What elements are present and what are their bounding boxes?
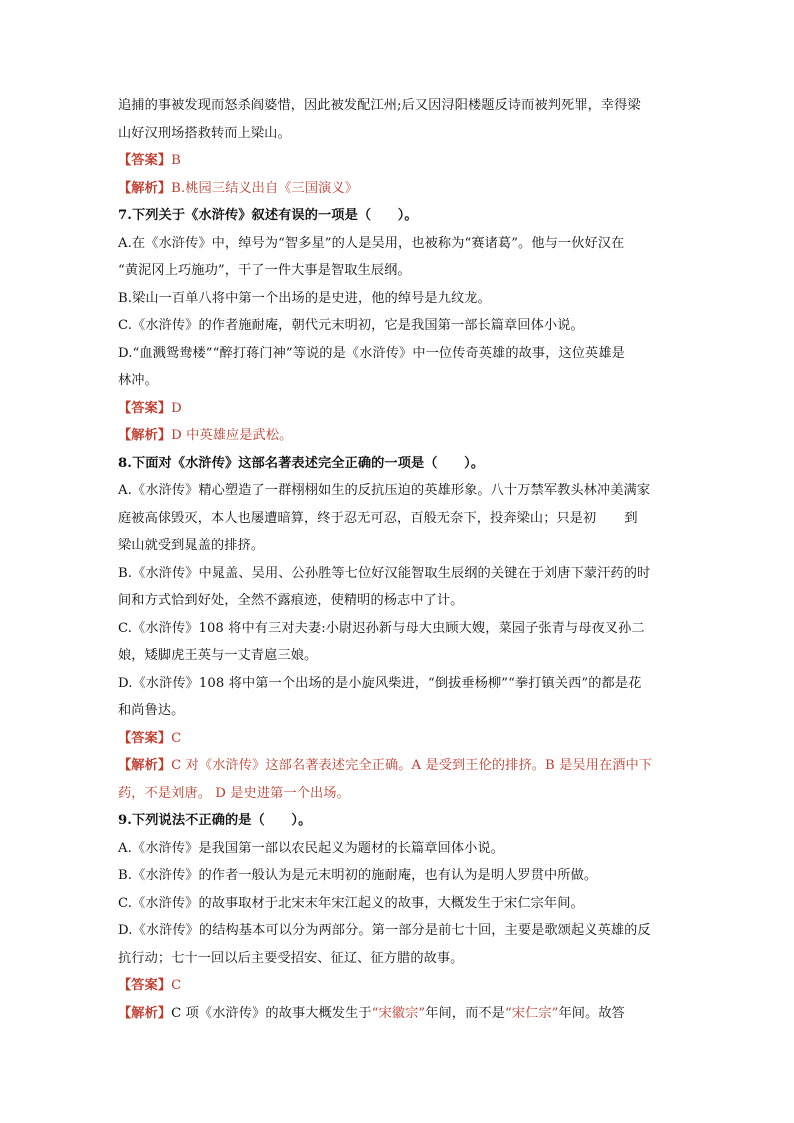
body-text: B.《水浒传》中晁盖、吴用、公孙胜等七位好汉能智取生辰纲的关键在于刘唐下蒙汗药的时 — [118, 565, 651, 581]
analysis-tag: 【解析】 — [118, 180, 172, 196]
body-line — [118, 505, 684, 533]
analysis-text: 年间，而不是 — [425, 1005, 505, 1021]
answer-value: B — [171, 153, 181, 168]
body-text: 到 — [624, 510, 638, 526]
body-line — [118, 367, 684, 395]
analysis-line — [118, 1000, 684, 1028]
body-line — [118, 890, 684, 918]
question-title — [118, 450, 684, 478]
body-text: D.“血溅鸳鸯楼”“醉打蒋门神”等说的是《水浒传》中一位传奇英雄的故事，这位英雄是 — [118, 345, 625, 361]
answer-value: C — [171, 730, 182, 746]
body-line — [118, 230, 684, 258]
question-text: 9.下列说法不正确的是（ ）。 — [118, 813, 312, 828]
question-title — [118, 807, 684, 835]
analysis-tag: 【解析】 — [118, 758, 172, 773]
question-text: 7.下列关于《水浒传》叙述有误的一项是（ ）。 — [118, 208, 418, 223]
body-line — [118, 257, 684, 285]
body-text: D.《水浒传》108 将中第一个出场的是小旋风柴进，“倒拔垂杨柳”“拳打镇关西”的都是花 — [118, 675, 642, 691]
body-text: C.《水浒传》的故事取材于北宋末年宋江起义的故事，大概发生于宋仁宗年间。 — [118, 895, 584, 911]
analysis-text: “宋徽宗” — [371, 1005, 426, 1021]
body-text: 梁山就受到晁盖的排挤。 — [118, 538, 265, 553]
body-text: A.在《水浒传》中，绰号为“智多星”的人是吴用，也被称为“赛诸葛”。他与一伙好汉在 — [118, 235, 625, 251]
body-line — [118, 587, 684, 615]
body-line — [118, 340, 684, 368]
body-text: D.《水浒传》的结构基本可以分为两部分。第一部分是前七十回，主要是歌颂起义英雄的反 — [118, 923, 651, 938]
answer-line — [118, 725, 684, 753]
answer-tag: 【答案】 — [118, 400, 172, 416]
analysis-line — [118, 780, 684, 808]
body-text: 抗行动；七十一回以后主要受招安、征辽、征方腊的故事。 — [118, 950, 464, 966]
analysis-text: C 对《水浒传》这部名著表述完全正确。A 是受到王伦的排挤。B 是吴用在酒中下 — [171, 758, 653, 773]
answer-line — [118, 395, 684, 423]
answer-value: C — [171, 978, 182, 993]
body-text: C.《水浒传》108 将中有三对夫妻:小尉迟孙新与母大虫顾大嫂，菜园子张青与母夜叉孙二 — [118, 620, 645, 636]
body-text: B.梁山一百单八将中第一个出场的是史进，他的绰号是九纹龙。 — [118, 290, 491, 306]
analysis-text: C 项《水浒传》的故事大概发生于 — [171, 1005, 372, 1021]
body-text: A.《水浒传》精心塑造了一群栩栩如生的反抗压迫的英雄形象。八十万禁军教头林冲美满家 — [118, 483, 651, 498]
body-line — [118, 642, 684, 670]
body-text: 庭被高俅毁灭，本人也屡遭暗算，终于忍无可忍，百般无奈下，投奔梁山；只是初 — [118, 510, 597, 526]
body-line — [118, 615, 684, 643]
body-line — [118, 835, 684, 863]
analysis-tag: 【解析】 — [118, 428, 172, 443]
body-line — [118, 532, 684, 560]
analysis-line — [118, 175, 684, 203]
body-line — [118, 312, 684, 340]
body-text: C.《水浒传》的作者施耐庵，朝代元末明初，它是我国第一部长篇章回体小说。 — [118, 318, 584, 333]
question-title — [118, 202, 684, 230]
body-line — [118, 477, 684, 505]
body-text: B.《水浒传》的作者一般认为是元末明初的施耐庵，也有认为是明人罗贯中所做。 — [118, 868, 598, 883]
document-page — [118, 92, 684, 1027]
body-text: 间和方式恰到好处，全然不露痕迹，使精明的杨志中了计。 — [118, 593, 464, 608]
body-line — [118, 917, 684, 945]
body-line — [118, 862, 684, 890]
body-line — [118, 92, 684, 120]
answer-tag: 【答案】 — [118, 978, 172, 993]
answer-tag: 【答案】 — [118, 730, 172, 746]
analysis-line — [118, 752, 684, 780]
body-line — [118, 670, 684, 698]
analysis-line — [118, 422, 684, 450]
answer-line — [118, 147, 684, 175]
analysis-tag: 【解析】 — [118, 1005, 172, 1021]
body-line — [118, 285, 684, 313]
analysis-text: “宋仁宗” — [504, 1005, 559, 1021]
question-text: 8.下面对《水浒传》这部名著表述完全正确的一项是（ ）。 — [118, 455, 485, 471]
body-line — [118, 120, 684, 148]
body-line — [118, 560, 684, 588]
body-line — [118, 697, 684, 725]
body-text: 林冲。 — [118, 373, 158, 388]
body-text: A.《水浒传》是我国第一部以农民起义为题材的长篇章回体小说。 — [118, 840, 504, 856]
body-text: 和尚鲁达。 — [118, 703, 185, 718]
body-line — [118, 945, 684, 973]
body-text: “黄泥冈上巧施功”，干了一件大事是智取生辰纲。 — [118, 263, 411, 278]
answer-line — [118, 972, 684, 1000]
analysis-text: 年间。故答 — [558, 1005, 625, 1021]
answer-tag: 【答案】 — [118, 153, 172, 168]
analysis-text: B.桃园三结义出自《三国演义》 — [171, 180, 358, 196]
body-text: 娘，矮脚虎王英与一丈青扈三娘。 — [118, 648, 318, 663]
analysis-text: 药，不是刘唐。 D 是史进第一个出场。 — [118, 785, 350, 801]
body-text: 追捕的事被发现而怒杀阎婆惜，因此被发配江州;后又因浔阳楼题反诗而被判死罪，幸得梁 — [118, 98, 641, 113]
analysis-text: D 中英雄应是武松。 — [171, 428, 293, 443]
body-text: 山好汉刑场搭救转而上梁山。 — [118, 125, 291, 141]
answer-value: D — [171, 400, 182, 416]
